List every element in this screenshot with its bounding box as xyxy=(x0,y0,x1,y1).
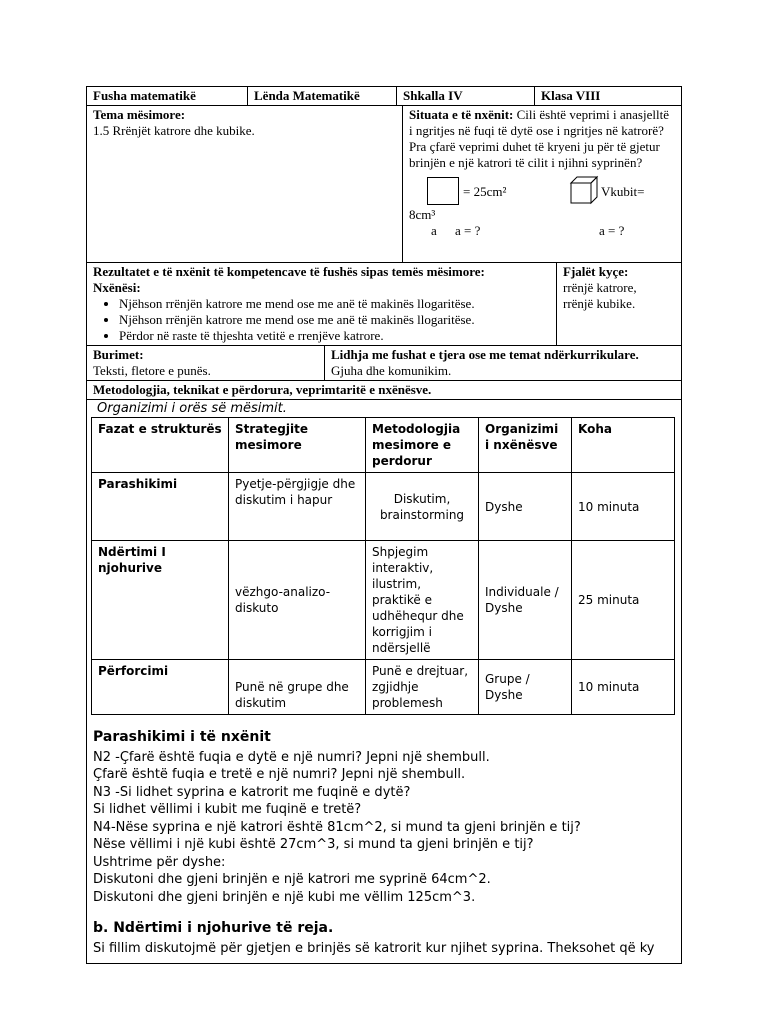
list-item: • Njëhson rrënjën katrore me mend ose me anë të makinës llogaritëse. xyxy=(119,312,550,328)
paragraph-line: Si lidhet vëllimi i kubit me fuqinë e tretë? xyxy=(93,802,362,817)
paragraph-line: Si fillim diskutojmë për gjetjen e brinjës së katrorit kur njihet syprina. Theksohet që ky xyxy=(93,940,655,956)
table-cell: Punë në grupe dhe diskutim xyxy=(229,660,366,715)
table-row xyxy=(92,541,675,660)
paragraph-line: N3 -Si lidhet syprina e katrorit me fuqinë e dytë? xyxy=(93,784,411,800)
table-cell: Përforcimi xyxy=(92,660,229,715)
metodologjia-body xyxy=(87,400,682,964)
paragraph-line: Ushtrime për dyshe: xyxy=(93,854,226,870)
fjalet-item: rrënjë kubike. xyxy=(563,296,636,311)
burimet-label: Burimet: xyxy=(93,347,144,362)
table-cell: 10 minuta xyxy=(572,473,675,541)
tema-cell xyxy=(87,106,403,263)
table-cell: vëzhgo-analizo-diskuto xyxy=(229,541,366,660)
lidhja-value: Gjuha dhe komunikim. xyxy=(331,363,452,378)
column-header: Metodologjia mesimore e perdorur xyxy=(366,418,479,473)
paragraph-line: Nëse vëllimi i një kubi është 27cm^3, si mund ta gjeni brinjën e tij? xyxy=(93,837,534,852)
square-area: = 25cm² xyxy=(463,184,507,199)
header-fusha: Fusha matematikë xyxy=(87,87,248,106)
header-lenda: Lënda Matematikë xyxy=(248,87,397,106)
lidhja-label: Lidhja me fushat e tjera ose me temat ndërkurrikulare. xyxy=(331,347,639,362)
column-header: Fazat e strukturës xyxy=(92,418,229,473)
situata-text: Situata e të nxënit: Cili është veprimi i anasjelltë i ngritjes në fuqi të dytë ose i ngritjes në katrorë? Pra çfarë veprimi duhet të kryeni ju për të gjetur brinjën e një katrori të cilit i njihni syprinën? xyxy=(409,107,669,170)
rezultatet-table xyxy=(86,262,682,346)
rezultatet-list xyxy=(93,296,550,344)
column-header: Koha xyxy=(572,418,675,473)
cube-volume-label: Vkubit= xyxy=(601,184,645,199)
fjalet-label: Fjalët kyçe: xyxy=(563,264,629,279)
paragraph-line: Diskutoni dhe gjeni brinjën e një katrori me syprinë 64cm^2. xyxy=(93,872,491,887)
lesson-plan-page xyxy=(86,86,682,964)
fjalet-item: rrënjë katrore, xyxy=(563,280,637,295)
rezultatet-sub: Nxënësi: xyxy=(93,280,141,295)
tema-label: Tema mësimore: xyxy=(93,107,186,122)
table-cell: Individuale / Dyshe xyxy=(479,541,572,660)
list-item: • Përdor në raste të thjeshta vetitë e rrenjëve katrore. xyxy=(119,328,550,344)
header-klasa: Klasa VIII xyxy=(535,87,682,106)
fjalet-cell xyxy=(557,263,682,346)
table-cell: 10 minuta xyxy=(572,660,675,715)
situata-cell xyxy=(403,106,682,263)
metodologjia-table xyxy=(86,380,682,964)
metodologjia-header: Metodologjia, teknikat e përdorura, veprimtaritë e nxënësve. xyxy=(87,381,682,400)
burimet-cell xyxy=(87,346,325,381)
list-item: • Njëhson rrënjën katrore me mend ose me anë të makinës llogaritëse. xyxy=(119,296,550,312)
burimet-value: Teksti, fletore e punës. xyxy=(93,363,211,378)
square-shape-icon xyxy=(427,177,459,205)
column-header: Strategjite mesimore xyxy=(229,418,366,473)
table-cell: Diskutim, brainstorming xyxy=(366,473,479,541)
table-cell: Ndërtimi I njohurive xyxy=(92,541,229,660)
table-cell: Grupe / Dyshe xyxy=(479,660,572,715)
cube-volume-value: 8cm³ xyxy=(409,207,436,222)
parashikimi-section xyxy=(87,715,681,957)
table-cell: Dyshe xyxy=(479,473,572,541)
organizimi-label: Organizimi i orës së mësimit. xyxy=(97,401,287,416)
header-table xyxy=(86,86,682,106)
paragraph-line: N2 -Çfarë është fuqia e dytë e një numri? Jepni një shembull. xyxy=(93,749,490,765)
table-row xyxy=(92,473,675,541)
column-header: Organizimi i nxënësve xyxy=(479,418,572,473)
paragraph-line: Diskutoni dhe gjeni brinjën e një kubi me vëllim 125cm^3. xyxy=(93,889,476,905)
table-cell: Shpjegim interaktiv, ilustrim, praktikë e udhëhequr dhe korrigjim i ndërsjellë xyxy=(366,541,479,660)
rezultatet-title: Rezultatet e të nxënit të kompetencave të fushës sipas temës mësimore: xyxy=(93,264,485,279)
lidhja-cell xyxy=(325,346,682,381)
tema-value: 1.5 Rrënjët katrore dhe kubike. xyxy=(93,123,255,138)
tema-situata-table xyxy=(86,105,682,263)
header-shkalla: Shkalla IV xyxy=(397,87,535,106)
structure-table xyxy=(91,417,675,715)
situata-figures xyxy=(409,177,675,207)
paragraph-line: N4-Nëse syprina e një katrori është 81cm^2, si mund ta gjeni brinjën e tij? xyxy=(93,819,581,835)
table-cell: Pyetje-përgjigje dhe diskutim i hapur xyxy=(229,473,366,541)
table-row xyxy=(92,660,675,715)
rezultatet-cell xyxy=(87,263,557,346)
ndertimi-heading: b. Ndërtimi i njohurive të reja. xyxy=(93,920,334,936)
table-cell: 25 minuta xyxy=(572,541,675,660)
parashikimi-heading: Parashikimi i të nxënit xyxy=(93,729,271,745)
burimet-table xyxy=(86,345,682,381)
table-cell: Parashikimi xyxy=(92,473,229,541)
situata-unknowns: a a = ? a = ? xyxy=(431,223,625,238)
paragraph-line: Çfarë është fuqia e tretë e një numri? Jepni një shembull. xyxy=(93,767,466,782)
table-cell: Punë e drejtuar, zgjidhje problemesh xyxy=(366,660,479,715)
cube-shape-icon xyxy=(569,175,599,205)
